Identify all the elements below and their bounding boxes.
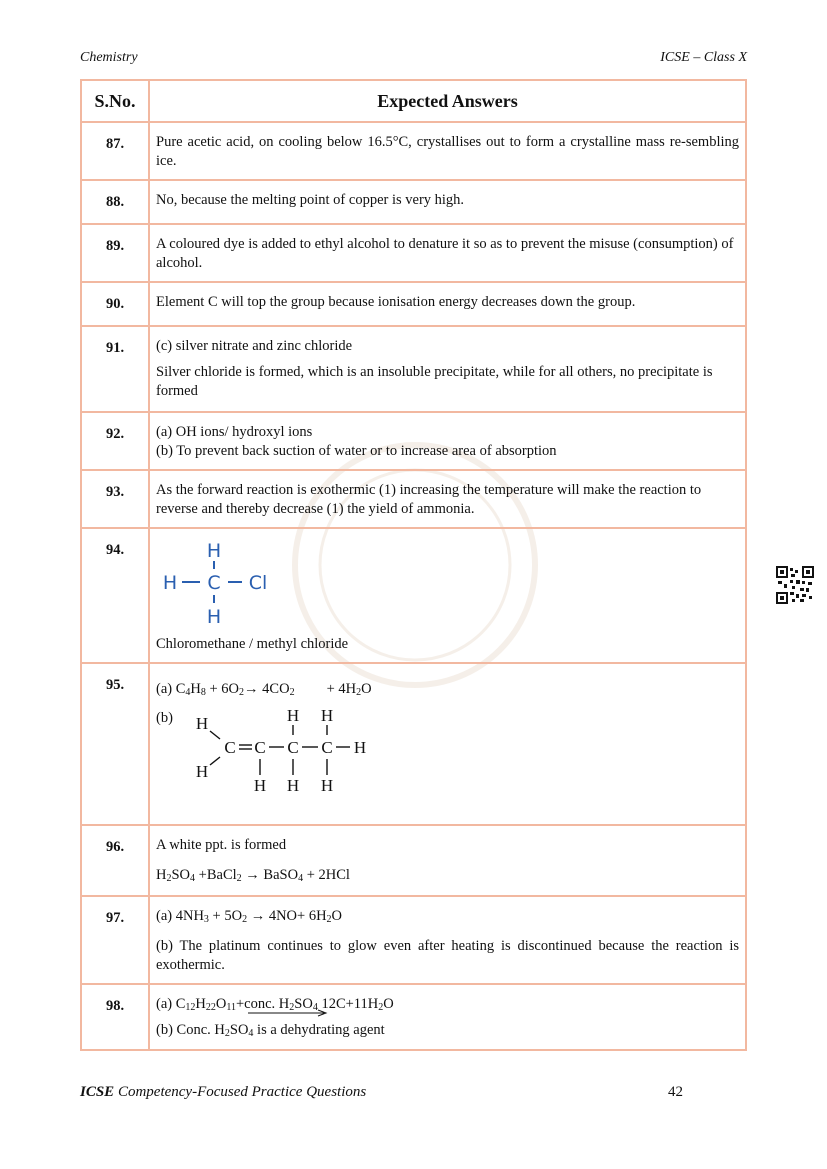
table-row xyxy=(81,412,746,470)
svg-text:H: H xyxy=(286,707,300,725)
qr-code-icon[interactable] xyxy=(776,566,814,604)
svg-text:C: C xyxy=(224,738,236,757)
reaction-equation: $H_2SO_4$ +BaCl$_2$ → BaSO$_4$ + 2HCl xyxy=(156,867,350,884)
svg-text:H: H xyxy=(320,776,334,795)
atom-cl: Cl xyxy=(248,572,268,594)
answer-text: Pure acetic acid, on cooling below 16.5°C, crystallises out to form a crystalline mass re-sembling ice. xyxy=(149,122,746,180)
svg-text:H: H xyxy=(286,776,300,795)
question-number: 92. xyxy=(81,412,149,470)
combustion-equation: (a) $C_4H_8 + 6O_2\to 4CO_2 + 4H_2O$ xyxy=(156,681,372,698)
question-number: 93. xyxy=(81,470,149,528)
svg-text:C: C xyxy=(321,738,333,757)
svg-text:C: C xyxy=(254,738,266,757)
question-number: 89. xyxy=(81,224,149,282)
header-subject: Chemistry xyxy=(80,50,138,65)
butene-structure-block xyxy=(156,709,739,799)
svg-text:C: C xyxy=(287,738,299,757)
atom-h-left: H xyxy=(162,572,178,594)
svg-text:H: H xyxy=(353,738,367,757)
answer-text: No, because the melting point of copper is very high. xyxy=(149,180,746,224)
atom-h-bottom: H xyxy=(206,606,222,627)
question-number: 96. xyxy=(81,825,149,896)
butene-structure xyxy=(192,707,382,797)
compound-name: Chloromethane / methyl chloride xyxy=(156,636,349,652)
question-number: 91. xyxy=(81,326,149,412)
observation: A white ppt. is formed xyxy=(156,837,287,853)
answer-text: Element C will top the group because ionisation energy decreases down the group. xyxy=(149,282,746,326)
answer-choice: (c) silver nitrate and zinc chloride xyxy=(156,338,353,354)
answer-part-a: (a) OH ions/ hydroxyl ions xyxy=(156,424,313,440)
answer-part-b: (b) The platinum continues to glow even after heating is discontinued because the reaction is exothermic. xyxy=(156,938,739,973)
table-row xyxy=(81,326,746,412)
atom-h-top: H xyxy=(206,540,222,562)
answer-part-b: (b) To prevent back suction of water or to increase area of absorption xyxy=(156,443,557,459)
table-row xyxy=(81,122,746,180)
answer-part-b: (b) Conc. $H_2SO_4$ is a dehydrating agent xyxy=(156,1022,385,1039)
answer-explanation: Silver chloride is formed, which is an insoluble precipitate, while for all others, no precipitate is formed xyxy=(156,364,713,399)
table-row xyxy=(81,984,746,1050)
svg-text:H: H xyxy=(195,714,209,733)
header-class: ICSE – Class X xyxy=(660,50,747,65)
question-number: 87. xyxy=(81,122,149,180)
answers-table xyxy=(80,79,747,1051)
svg-text:H: H xyxy=(320,707,334,725)
table-row xyxy=(81,470,746,528)
question-number: 90. xyxy=(81,282,149,326)
dehydration-equation: (a) $C_{12}H_{22}O_{11}+conc$. $H_2SO_4$ $12C+11H_2O$ xyxy=(156,995,739,1014)
table-row xyxy=(81,224,746,282)
question-number: 94. xyxy=(81,528,149,663)
table-row xyxy=(81,282,746,326)
question-number: 97. xyxy=(81,896,149,984)
question-number: 95. xyxy=(81,663,149,825)
column-header-sno: S.No. xyxy=(81,80,149,122)
svg-text:H: H xyxy=(253,776,267,795)
table-header-row xyxy=(81,80,746,122)
reaction-equation: (a) $4NH_3 + 5O_2 \to 4NO+ 6H_2O$ xyxy=(156,908,343,925)
part-b-label: (b) xyxy=(156,710,173,726)
table-row xyxy=(81,528,746,663)
table-row xyxy=(81,663,746,825)
answer-text: A coloured dye is added to ethyl alcohol to denature it so as to prevent the misuse (consumption) of alcohol. xyxy=(149,224,746,282)
atom-c: C xyxy=(207,572,221,594)
page-number: 42 xyxy=(668,1084,683,1100)
question-number: 88. xyxy=(81,180,149,224)
answer-text: As the forward reaction is exothermic (1) increasing the temperature will make the reaction to reverse and thereby decrease (1) the yield of ammonia. xyxy=(149,470,746,528)
table-row xyxy=(81,896,746,984)
column-header-answers: Expected Answers xyxy=(149,80,746,122)
table-row xyxy=(81,180,746,224)
svg-text:H: H xyxy=(195,762,209,781)
question-number: 98. xyxy=(81,984,149,1050)
footer-title: ICSE Competency-Focused Practice Questions xyxy=(80,1084,367,1100)
reaction-arrow xyxy=(248,1009,328,1017)
chloromethane-structure xyxy=(156,539,296,627)
table-row xyxy=(81,825,746,896)
